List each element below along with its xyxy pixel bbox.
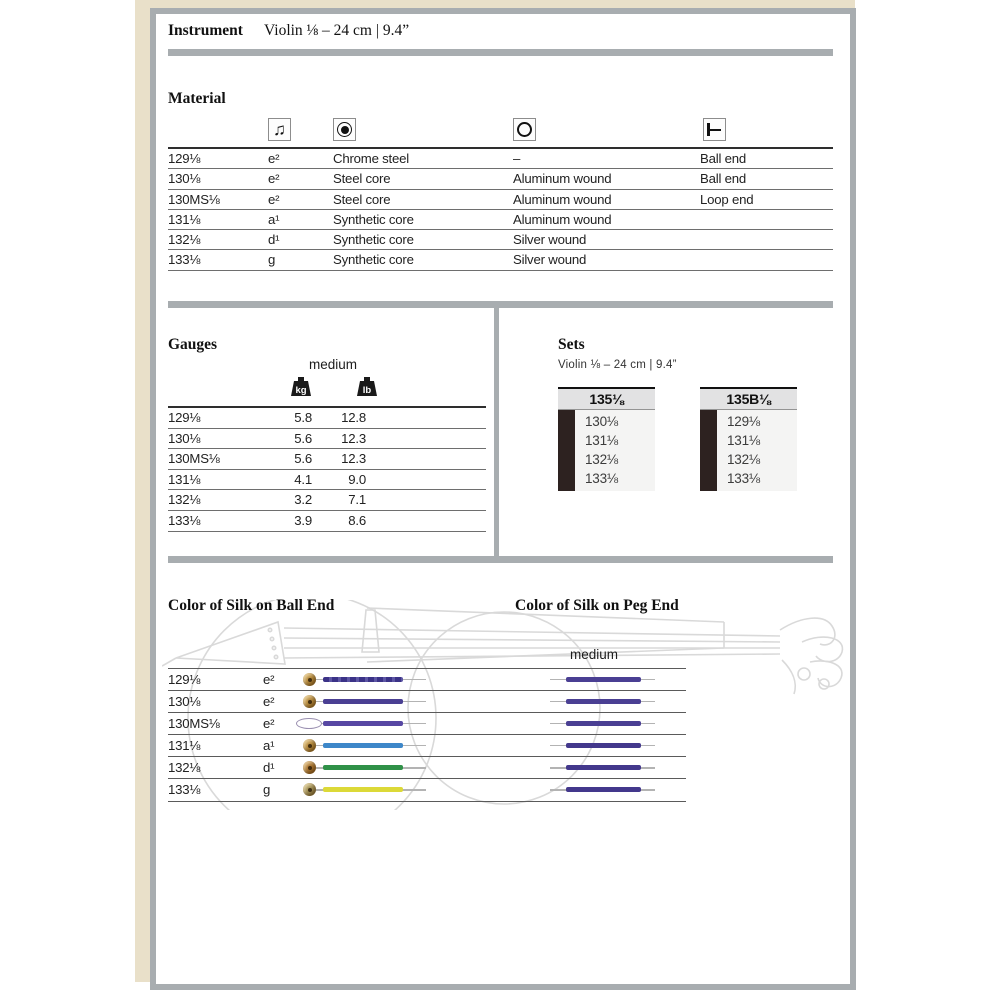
material-cell-note: e²: [268, 171, 280, 187]
gauges-cell-lb: 7.1: [348, 492, 366, 508]
set-item: 130⅛: [585, 414, 618, 429]
peg-end-silk: [566, 765, 641, 770]
silk-row: [168, 779, 686, 801]
material-cell-core: Synthetic core: [333, 232, 414, 248]
ball-end-silk: [323, 743, 403, 748]
material-cell-part: 131⅛: [168, 211, 201, 227]
sets-subtitle: Violin ⅛ – 24 cm | 9.4”: [558, 359, 677, 371]
material-cell-end: Loop end: [700, 191, 754, 207]
gauges-cell-lb: 12.8: [341, 410, 366, 425]
peg-end-silk: [566, 721, 641, 726]
section-divider-mid: [168, 301, 833, 308]
gauges-cell-lb: 12.3: [341, 451, 366, 467]
lb-weight-icon: [356, 376, 378, 403]
material-row: [168, 149, 833, 169]
gauges-cell-lb: 8.6: [348, 512, 366, 528]
set-name: 135B⅛: [700, 389, 797, 410]
note-icon: ♫: [268, 118, 291, 141]
kg-weight-icon: [290, 376, 312, 403]
gauges-row: [168, 429, 486, 450]
material-cell-note: e²: [268, 151, 280, 166]
set-box: [700, 387, 797, 491]
silk-row: [168, 691, 686, 713]
material-row: [168, 169, 833, 189]
set-name: 135⅛: [558, 389, 655, 410]
material-table: [168, 147, 833, 271]
sets-title: Sets: [558, 336, 585, 353]
material-cell-note: g: [268, 252, 276, 268]
material-row: [168, 250, 833, 270]
material-cell-note: a¹: [268, 211, 280, 227]
silk-cell-note: e²: [263, 716, 275, 732]
set-item: 131⅛: [727, 433, 760, 448]
ball-end-icon: [303, 739, 316, 752]
material-cell-part: 132⅛: [168, 232, 201, 248]
gauges-cell-part: 131⅛: [168, 471, 201, 487]
silk-row: [168, 669, 686, 691]
material-cell-winding: Silver wound: [513, 252, 587, 268]
silk-table: [168, 668, 686, 802]
peg-end-silk: [566, 743, 641, 748]
core-icon: [333, 118, 356, 141]
ball-end-icon: [303, 761, 316, 774]
silk-row: [168, 713, 686, 735]
material-cell-core: Synthetic core: [333, 211, 414, 227]
material-cell-part: 130MS⅛: [168, 191, 220, 207]
silk-cell-note: a¹: [263, 738, 275, 754]
material-cell-part: 133⅛: [168, 252, 201, 268]
gauges-cell-kg: 5.6: [294, 451, 312, 467]
peg-end-silk: [566, 677, 641, 682]
instrument-value: Violin ⅛ – 24 cm | 9.4”: [264, 22, 410, 39]
ball-end-icon: [303, 673, 316, 686]
silk-cell-note: e²: [263, 694, 275, 710]
gauges-cell-part: 130MS⅛: [168, 451, 220, 467]
material-cell-end: Ball end: [700, 151, 747, 166]
silk-cell-part: 133⅛: [168, 782, 201, 798]
ball-end-silk: [323, 787, 403, 792]
gauges-group-label: medium: [308, 357, 357, 372]
material-title: Material: [168, 90, 226, 107]
silk-cell-note: g: [263, 782, 271, 798]
svg-text:lb: lb: [362, 385, 372, 396]
gauges-cell-lb: 12.3: [341, 430, 366, 446]
gauges-cell-part: 130⅛: [168, 430, 201, 446]
gauges-cell-kg: 3.2: [294, 492, 312, 508]
section-divider-top: [168, 49, 833, 56]
silk-cell-note: e²: [263, 672, 275, 687]
set-item: 132⅛: [585, 452, 618, 467]
material-cell-core: Chrome steel: [333, 151, 410, 166]
silk-cell-part: 130MS⅛: [168, 716, 220, 732]
set-item: 132⅛: [727, 452, 760, 467]
gauges-row: [168, 511, 486, 532]
gauges-cell-kg: 5.6: [294, 430, 312, 446]
material-row: [168, 210, 833, 230]
ball-end-icon: [303, 695, 316, 708]
silk-column-label: medium: [570, 647, 619, 662]
gauges-row: [168, 449, 486, 470]
silk-cell-part: 130⅛: [168, 694, 201, 710]
gauges-cell-part: 132⅛: [168, 492, 201, 508]
instrument-label: Instrument: [168, 22, 243, 39]
silk-cell-part: 132⅛: [168, 760, 201, 776]
gauges-title: Gauges: [168, 336, 218, 353]
gauges-cell-part: 133⅛: [168, 512, 201, 528]
material-cell-core: Steel core: [333, 191, 391, 207]
set-item: 133⅛: [585, 471, 618, 486]
peg-end-silk: [566, 699, 641, 704]
gauges-cell-part: 129⅛: [168, 410, 201, 425]
gauges-row: [168, 408, 486, 429]
silk-row: [168, 735, 686, 757]
silk-cell-part: 131⅛: [168, 738, 201, 754]
material-cell-note: e²: [268, 191, 280, 207]
silk-cell-part: 129⅛: [168, 672, 201, 687]
silk-ball-title: Color of Silk on Ball End: [168, 597, 335, 614]
material-cell-winding: Aluminum wound: [513, 211, 612, 227]
column-divider: [494, 306, 499, 558]
material-cell-note: d¹: [268, 232, 280, 248]
silk-cell-note: d¹: [263, 760, 275, 776]
material-cell-end: Ball end: [700, 171, 747, 187]
section-divider-low: [168, 556, 833, 563]
material-row: [168, 230, 833, 250]
material-cell-winding: –: [513, 151, 521, 166]
winding-icon: [513, 118, 536, 141]
ball-end-silk: [323, 721, 403, 726]
gauges-cell-kg: 4.1: [294, 471, 312, 487]
peg-end-silk: [566, 787, 641, 792]
material-cell-winding: Aluminum wound: [513, 191, 612, 207]
gauges-row: [168, 470, 486, 491]
gauges-table: [168, 406, 486, 532]
loop-end-icon: [296, 718, 322, 729]
material-cell-winding: Aluminum wound: [513, 171, 612, 187]
gauges-row: [168, 490, 486, 511]
set-box: [558, 387, 655, 491]
gauges-cell-kg: 5.8: [294, 410, 312, 425]
material-cell-core: Synthetic core: [333, 252, 414, 268]
material-row: [168, 190, 833, 210]
material-cell-part: 130⅛: [168, 171, 201, 187]
silk-peg-title: Color of Silk on Peg End: [515, 597, 679, 614]
set-item: 133⅛: [727, 471, 760, 486]
material-cell-part: 129⅛: [168, 151, 201, 166]
silk-row: [168, 757, 686, 779]
svg-text:kg: kg: [295, 385, 307, 396]
set-items: [558, 410, 655, 491]
ball-end-silk: [323, 677, 403, 682]
set-item: 129⅛: [727, 414, 760, 429]
material-cell-winding: Silver wound: [513, 232, 587, 248]
set-items: [700, 410, 797, 491]
set-item: 131⅛: [585, 433, 618, 448]
set-side-bar: [700, 410, 717, 491]
end-type-icon: [703, 118, 726, 141]
material-cell-core: Steel core: [333, 171, 391, 187]
ball-end-silk: [323, 699, 403, 704]
gauges-cell-lb: 9.0: [348, 471, 366, 487]
ball-end-silk: [323, 765, 403, 770]
ball-end-icon: [303, 783, 316, 796]
set-side-bar: [558, 410, 575, 491]
gauges-cell-kg: 3.9: [294, 512, 312, 528]
